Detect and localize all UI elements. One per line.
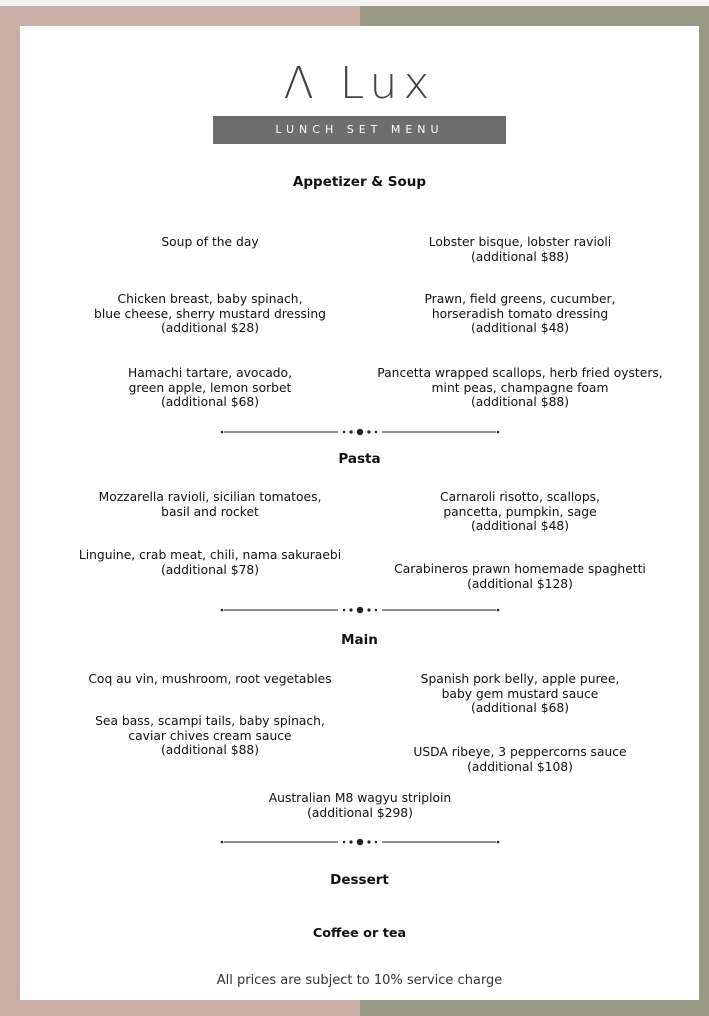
menu-banner: LUNCH SET MENU bbox=[213, 116, 506, 144]
menu-item: Mozzarella ravioli, sicilian tomatoes, basil and rocket bbox=[98, 490, 322, 519]
ornamental-divider bbox=[220, 603, 500, 617]
menu-item: Chicken breast, baby spinach, blue cheese, sherry mustard dressing (additional $28) bbox=[94, 292, 326, 335]
logo-mark: Λ bbox=[283, 58, 320, 109]
section-heading-coffee: Coffee or tea bbox=[312, 926, 407, 941]
ornamental-divider bbox=[220, 425, 500, 439]
menu-item: Prawn, field greens, cucumber, horseradish tomato dressing (additional $48) bbox=[424, 292, 616, 335]
menu-item: USDA ribeye, 3 peppercorns sauce (additional $108) bbox=[413, 745, 627, 774]
menu-item: Hamachi tartare, avocado, green apple, lemon sorbet (additional $68) bbox=[128, 366, 292, 409]
menu-item: Spanish pork belly, apple puree, baby gem mustard sauce (additional $68) bbox=[420, 672, 620, 715]
service-charge-note: All prices are subject to 10% service charge bbox=[216, 973, 503, 988]
menu-item: Sea bass, scampi tails, baby spinach, caviar chives cream sauce (additional $88) bbox=[95, 714, 325, 757]
section-heading-dessert: Dessert bbox=[330, 872, 389, 888]
ornamental-divider bbox=[220, 835, 500, 849]
menu-item: Coq au vin, mushroom, root vegetables bbox=[88, 672, 332, 686]
logo bbox=[20, 58, 699, 109]
menu-item: Lobster bisque, lobster ravioli (additional $88) bbox=[428, 235, 612, 264]
logo-text: Lux bbox=[339, 58, 436, 109]
menu-item: Australian M8 wagyu striploin (additional $298) bbox=[268, 791, 452, 820]
section-heading-main: Main bbox=[341, 632, 378, 648]
menu-card bbox=[20, 26, 699, 1000]
menu-item: Soup of the day bbox=[161, 235, 259, 249]
section-heading-appetizer: Appetizer & Soup bbox=[292, 174, 427, 190]
menu-item: Carabineros prawn homemade spaghetti (additional $128) bbox=[394, 562, 646, 591]
menu-item: Pancetta wrapped scallops, herb fried oysters, mint peas, champagne foam (additional $88) bbox=[377, 366, 663, 409]
menu-item: Carnaroli risotto, scallops, pancetta, pumpkin, sage (additional $48) bbox=[440, 490, 600, 533]
menu-item: Linguine, crab meat, chili, nama sakuraebi (additional $78) bbox=[78, 548, 342, 577]
section-heading-pasta: Pasta bbox=[338, 451, 381, 467]
